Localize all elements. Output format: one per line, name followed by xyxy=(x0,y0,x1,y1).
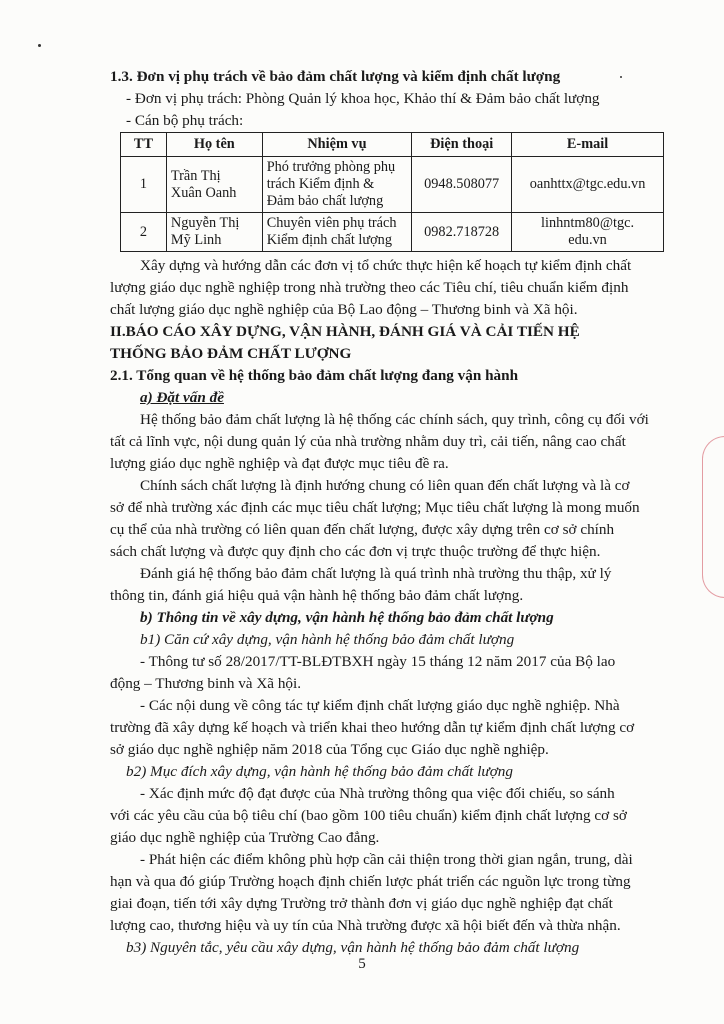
staff-table xyxy=(120,132,664,252)
paragraph-1 xyxy=(110,409,670,475)
text-line: Hệ thống bảo đảm chất lượng là hệ thống các chính sách, quy trình, công cụ đối với xyxy=(140,411,649,428)
cell-email xyxy=(512,157,664,213)
text-line: lượng cao, thương hiệu và uy tín của Nhà trường được xã hội biết đến và thừa nhận. xyxy=(110,917,621,934)
text-line: sách chất lượng và được quy định cho các đơn vị trực thuộc trường để thực hiện. xyxy=(110,543,601,560)
text-line: tất cả lĩnh vực, nội dung quản lý của nhà trường nhằm duy trì, cải tiến, nâng cao chất xyxy=(110,433,626,450)
duty-line: trách Kiểm định & xyxy=(266,176,375,192)
paragraph-after-table xyxy=(110,255,670,321)
text-line: giai đoạn, tiến tới xây dựng Trường trở thành đơn vị giáo dục nghề nghiệp đạt chất xyxy=(110,895,613,912)
header-email: E-mail xyxy=(512,133,664,157)
page-content xyxy=(110,66,670,959)
responsible-unit-line: - Đơn vị phụ trách: Phòng Quản lý khoa học, Khảo thí & Đảm bảo chất lượng xyxy=(126,90,600,107)
cell-phone: 0948.508077 xyxy=(412,157,512,213)
section-II-title-line2: THỐNG BẢO ĐẢM CHẤT LƯỢNG xyxy=(110,345,352,362)
header-phone: Điện thoại xyxy=(412,133,512,157)
table-header-row xyxy=(121,133,664,157)
header-name: Họ tên xyxy=(166,133,262,157)
subheading-b: b) Thông tin về xây dựng, vận hành hệ thống bảo đảm chất lượng xyxy=(140,609,554,626)
section-2-1-title: 2.1. Tổng quan về hệ thống bảo đảm chất lượng đang vận hành xyxy=(110,367,519,384)
text-line: với các yêu cầu của bộ tiêu chí (bao gồm 100 tiêu chuẩn) kiểm định chất lượng cơ sở xyxy=(110,807,627,824)
cell-name xyxy=(166,213,262,252)
email-line: oanhttx@tgc.edu.vn xyxy=(529,176,646,192)
duty-line: Phó trưởng phòng phụ xyxy=(266,159,396,175)
cell-phone: 0982.718728 xyxy=(412,213,512,252)
text-line: động – Thương binh và Xã hội. xyxy=(110,675,302,692)
subheading-b2: b2) Mục đích xây dựng, vận hành hệ thống bảo đảm chất lượng xyxy=(126,763,513,780)
text-line: Đánh giá hệ thống bảo đảm chất lượng là quá trình nhà trường thu thập, xử lý xyxy=(140,565,612,582)
text-line: lượng giáo dục nghề nghiệp và đạt được mục tiêu đề ra. xyxy=(110,455,449,472)
text-line: thông tin, đánh giá hiệu quả vận hành hệ thống bảo đảm chất lượng. xyxy=(110,587,524,604)
text-line: - Phát hiện các điểm không phù hợp cần cải thiện trong thời gian ngắn, trung, dài xyxy=(140,851,633,868)
staff-label: - Cán bộ phụ trách: xyxy=(126,112,244,129)
name-line: Mỹ Linh xyxy=(170,232,222,248)
name-line: Xuân Oanh xyxy=(170,184,237,201)
name-line: Nguyễn Thị xyxy=(170,215,240,231)
text-line: Chính sách chất lượng là định hướng chung có liên quan đến chất lượng và là cơ xyxy=(140,477,630,494)
b1-item-1 xyxy=(110,651,670,695)
page-number: 5 xyxy=(358,956,366,972)
text-line: sở giáo dục nghề nghiệp năm 2018 của Tổng cục Giáo dục nghề nghiệp. xyxy=(110,741,549,758)
table-row xyxy=(121,213,664,252)
subheading-b1: b1) Căn cứ xây dựng, vận hành hệ thống bảo đảm chất lượng xyxy=(140,631,515,648)
text-line: - Thông tư số 28/2017/TT-BLĐTBXH ngày 15 tháng 12 năm 2017 của Bộ lao xyxy=(140,653,616,670)
header-duty: Nhiệm vụ xyxy=(262,133,412,157)
text-line: Xây dựng và hướng dẫn các đơn vị tổ chức thực hiện kế hoạch tự kiểm định chất xyxy=(140,257,632,274)
email-line: edu.vn xyxy=(568,232,607,248)
text-line: cụ thể của nhà trường có liên quan đến chất lượng, được xây dựng trên cơ sở chính xyxy=(110,521,615,538)
scan-speck xyxy=(38,44,41,47)
cell-email xyxy=(512,213,664,252)
subheading-a: a) Đặt vấn đề xyxy=(140,389,224,406)
text-line: chất lượng giáo dục nghề nghiệp của Bộ Lao động – Thương binh và Xã hội. xyxy=(110,301,578,318)
text-line: sở để nhà trường xác định các mục tiêu chất lượng; Mục tiêu chất lượng là mong muốn xyxy=(110,499,640,516)
paragraph-2 xyxy=(110,475,670,563)
cell-name xyxy=(166,157,262,213)
section-II-title-line1: II.BÁO CÁO XÂY DỰNG, VẬN HÀNH, ĐÁNH GIÁ VÀ CẢI TIẾN HỆ xyxy=(110,323,580,340)
name-line: Trần Thị xyxy=(170,167,221,184)
duty-line: Kiểm định chất lượng xyxy=(266,232,392,248)
text-line: - Các nội dung về công tác tự kiểm định chất lượng giáo dục nghề nghiệp. Nhà xyxy=(140,697,620,714)
section-1-3-title: 1.3. Đơn vị phụ trách về bảo đảm chất lượng và kiểm định chất lượng xyxy=(110,68,561,85)
red-stamp-seal xyxy=(702,436,724,598)
text-line: hạn và qua đó giúp Trường hoạch định chiến lược phát triển các nguồn lực trong từng xyxy=(110,873,631,890)
text-line: - Xác định mức độ đạt được của Nhà trường thông qua việc đối chiếu, so sánh xyxy=(140,785,615,802)
b2-item-2 xyxy=(110,849,670,937)
header-tt: TT xyxy=(121,133,167,157)
text-line: trường đã xây dựng kế hoạch và triển khai theo hướng dẫn tự kiểm định chất lượng cơ xyxy=(110,719,635,736)
paragraph-3 xyxy=(110,563,670,607)
text-line: giáo dục nghề nghiệp của Trường Cao đẳng. xyxy=(110,829,380,846)
text-line: lượng giáo dục nghề nghiệp trong nhà trường theo các Tiêu chí, tiêu chuẩn kiểm định xyxy=(110,279,629,296)
table-row xyxy=(121,157,664,213)
duty-line: Chuyên viên phụ trách xyxy=(266,215,397,231)
cell-duty xyxy=(262,213,412,252)
cell-tt: 1 xyxy=(121,157,167,213)
subheading-b3: b3) Nguyên tắc, yêu cầu xây dựng, vận hành hệ thống bảo đảm chất lượng xyxy=(126,939,580,956)
b2-item-1 xyxy=(110,783,670,849)
cell-tt: 2 xyxy=(121,213,167,252)
b1-item-2 xyxy=(110,695,670,761)
duty-line: Đảm bảo chất lượng xyxy=(266,193,384,209)
email-line: linhntm80@tgc. xyxy=(541,215,635,231)
cell-duty xyxy=(262,157,412,213)
